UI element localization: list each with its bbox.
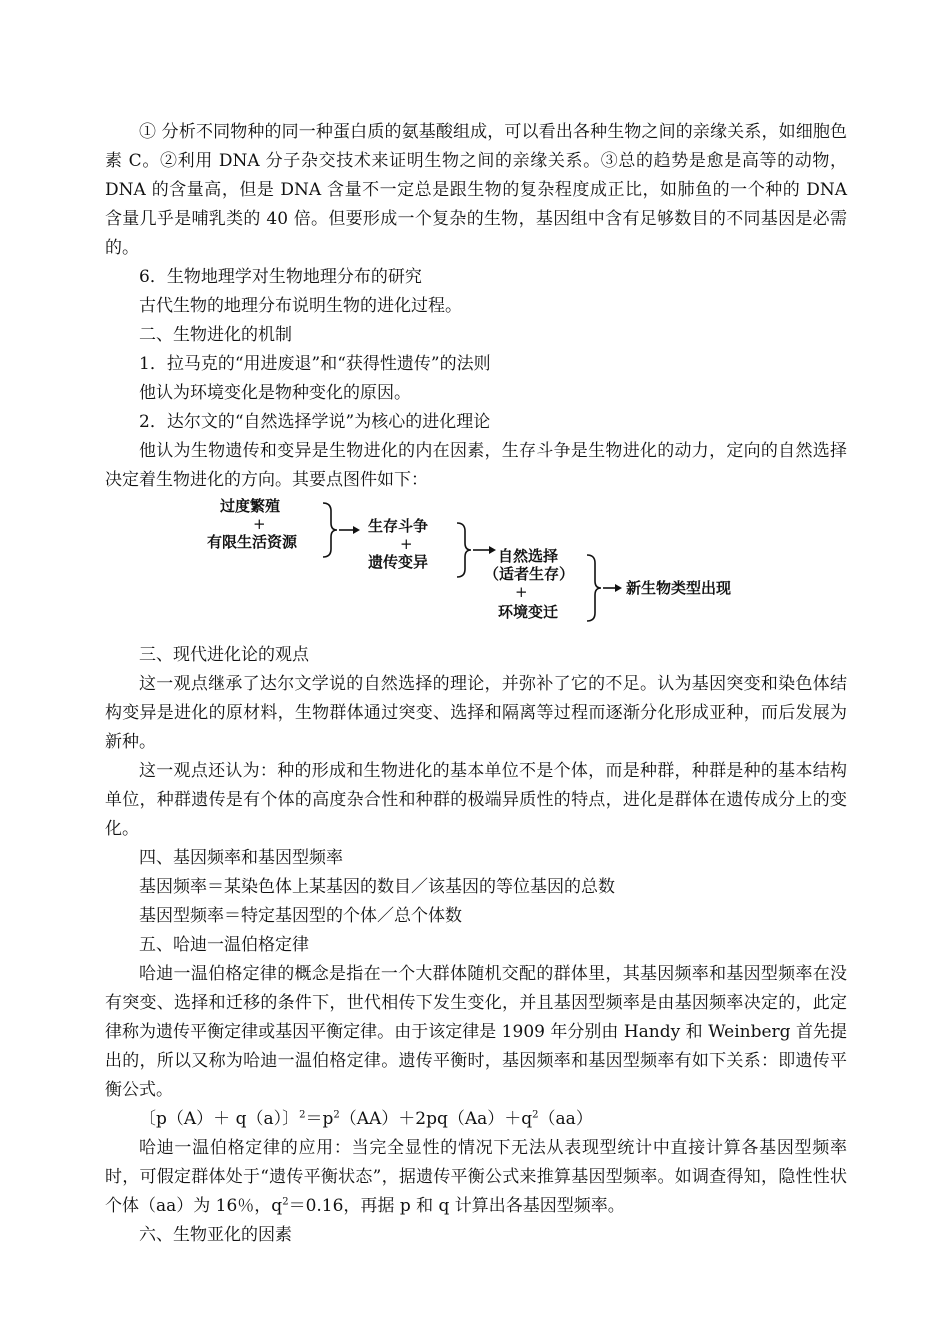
heading-modern-theory: 三、现代进化论的观点 xyxy=(139,645,309,665)
bracket-1 xyxy=(323,503,337,557)
paragraph-biogeography: 古代生物的地理分布说明生物的进化过程。 xyxy=(139,296,462,316)
paragraph-molecular-evidence: ① 分析不同物种的同一种蛋白质的氨基酸组成，可以看出各种生物之间的亲缘关系，如细胞色素 C。②利用 DNA 分子杂交技术来证明生物之间的亲缘关系。③总的趋势是愈是高等的动物，DNA 的含量高，但是 DNA 含量不一定总是跟生物的复杂程度成正比，如肺鱼的一个种的 DNA 含量几乎是哺乳类的 40 倍。但要形成一个复杂的生物，基因组中含有足够数目的不同基因是必需的。 xyxy=(105,122,847,258)
heading-lamarck: 1．拉马克的“用进废退”和“获得性遗传”的法则 xyxy=(139,354,491,374)
heading-biogeography: 6．生物地理学对生物地理分布的研究 xyxy=(139,267,422,287)
plus-2: + xyxy=(400,535,413,553)
formula-part-2: ＝p xyxy=(305,1109,334,1129)
bracket-2 xyxy=(457,523,471,577)
heading-evolution-mechanism: 二、生物进化的机制 xyxy=(139,325,292,345)
label-natural-selection: 自然选择 xyxy=(498,547,559,565)
paragraph-genotype-frequency: 基因型频率＝特定基因型的个体／总个体数 xyxy=(139,906,462,926)
heading-subspeciation-factors: 六、生物亚化的因素 xyxy=(139,1225,292,1245)
equilibrium-formula xyxy=(105,1105,847,1134)
paragraph-gene-frequency: 基因频率＝某染色体上某基因的数目／该基因的等位基因的总数 xyxy=(139,877,615,897)
darwin-flow-diagram xyxy=(105,497,847,637)
label-survival-fittest: （适者生存） xyxy=(484,565,575,583)
plus-3: + xyxy=(515,583,528,601)
diagram-brackets-arrows xyxy=(105,497,847,637)
paragraph-modern-theory-1: 这一观点继承了达尔文学说的自然选择的理论，并弥补了它的不足。认为基因突变和染色体结构变异是进化的原材料，生物群体通过突变、选择和隔离等过程而逐渐分化形成亚种，而后发展为新种。 xyxy=(105,674,847,752)
paragraph-hardy-weinberg: 哈迪一温伯格定律的概念是指在一个大群体随机交配的群体里，其基因频率和基因型频率在没有突变、选择和迁移的条件下，世代相传下发生变化，并且基因型频率是由基因频率决定的，此定律称为遗传平衡定律或基因平衡定律。由于该定律是 1909 年分别由 Handy 和 Weinberg 首先提出的，所以又称为哈迪一温伯格定律。遗传平衡时，基因频率和基因型频率有如下关系：即遗传平衡公式。 xyxy=(105,964,847,1100)
paragraph-darwin: 他认为生物遗传和变异是生物进化的内在因素，生存斗争是生物进化的动力，定向的自然选择决定着生物进化的方向。其要点图件如下： xyxy=(105,441,847,490)
label-limited-resources: 有限生活资源 xyxy=(207,533,298,551)
label-new-types: 新生物类型出现 xyxy=(626,579,732,597)
formula-exp-1: 2 xyxy=(299,1109,306,1121)
formula-part-1: 〔p（A）＋ q（a）〕 xyxy=(139,1109,300,1129)
heading-hardy-weinberg: 五、哈迪一温伯格定律 xyxy=(139,935,309,955)
bracket-3 xyxy=(587,555,601,621)
label-variation: 遗传变异 xyxy=(368,553,429,571)
document-body xyxy=(105,118,847,1250)
label-struggle: 生存斗争 xyxy=(368,517,429,535)
formula-exp-3: 2 xyxy=(532,1109,539,1121)
label-environment-change: 环境变迁 xyxy=(498,603,559,621)
paragraph-hardy-weinberg-application xyxy=(105,1134,847,1221)
heading-darwin: 2．达尔文的“自然选择学说”为核心的进化理论 xyxy=(139,412,491,432)
application-text-a: 哈迪一温伯格定律的应用：当完全显性的情况下无法从表现型统计中直接计算各基因型频率时，可假定群体处于“遗传平衡状态”，据遗传平衡公式来推算基因型频率。如调查得知，隐性性状个体（aa）为 16％，q xyxy=(105,1138,847,1216)
label-overbreeding: 过度繁殖 xyxy=(220,497,281,515)
paragraph-lamarck: 他认为环境变化是物种变化的原因。 xyxy=(139,383,411,403)
plus-1: + xyxy=(253,515,266,533)
application-exp: 2 xyxy=(282,1196,289,1208)
paragraph-modern-theory-2: 这一观点还认为：种的形成和生物进化的基本单位不是个体，而是种群，种群是种的基本结构单位，种群遗传是有个体的高度杂合性和种群的极端异质性的特点，进化是群体在遗传成分上的变化。 xyxy=(105,761,847,839)
application-text-b: ＝0.16，再据 p 和 q 计算出各基因型频率。 xyxy=(288,1196,625,1216)
heading-gene-frequency: 四、基因频率和基因型频率 xyxy=(139,848,343,868)
formula-part-3: （AA）＋2pq（Aa）＋q xyxy=(339,1109,533,1129)
formula-part-4: （aa） xyxy=(538,1109,593,1129)
formula-exp-2: 2 xyxy=(333,1109,340,1121)
